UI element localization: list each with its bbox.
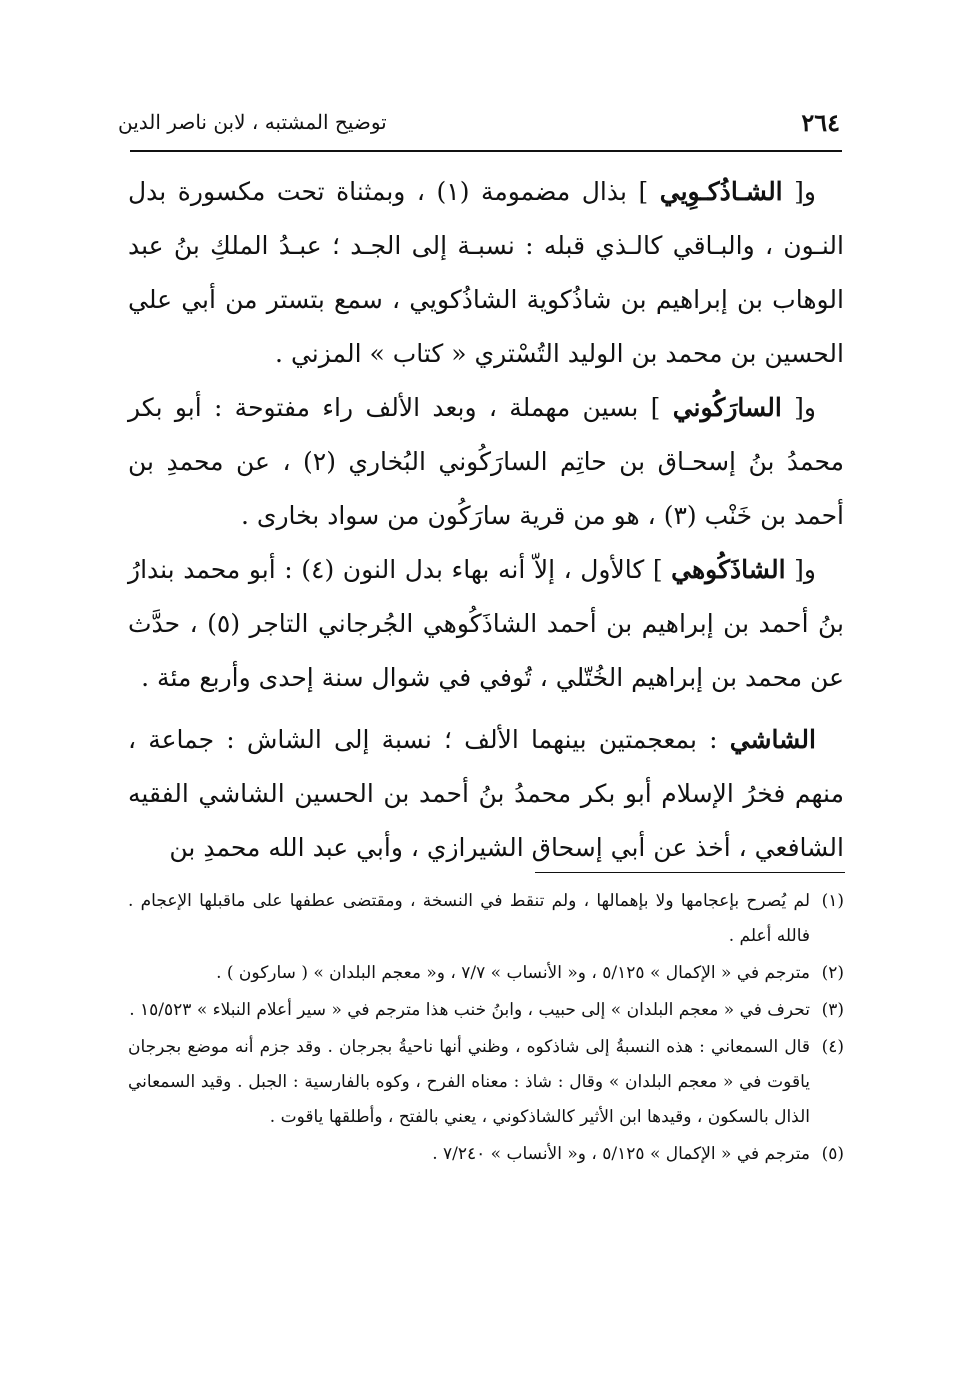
main-text [128,165,844,875]
entry-prefix: و[ [782,177,816,206]
running-title: توضيح المشتبه ، لابن ناصر الدين [118,110,387,134]
footnote-2 [128,956,844,991]
footnote-number: (١) [821,891,844,911]
entry-heading: السارَكُوني [672,393,782,422]
footnote-text: مترجم في « الإكمال » ٥/١٢٥ ، و« الأنساب » ٧/٢٤٠ . [432,1144,810,1164]
footnote-text: قال السمعاني : هذه النسبةُ إلى شاذكوه ، وظني أنها ناحيةُ بجرجان . وقد جزم أنه موضع بجرجان ياقوت في « معجم البلدان » وقال : شاذ : معناه الفرح ، وكوه بالفارسية : الجبل . وقيد السمعاني الذال بالسكون ، وقيدها ابن الأثير كالشاذكوني ، يعني بالفتح ، وأطلقها ياقوت . [128,1037,810,1127]
footnote-1 [128,884,844,954]
footnote-text: تحرف في « معجم البلدان » إلى حبيب ، وابنُ خنب هذا مترجم في « سير أعلام النبلاء » ١٥/٥٢٣ . [129,1000,810,1020]
footnote-number: (٤) [821,1037,844,1057]
entry-shashi [128,713,844,875]
entry-shadhakuhi [128,543,844,705]
header-divider [130,150,842,152]
page-header [118,100,840,144]
entry-shadhukuyi [128,165,844,381]
entry-heading: الشاذَكُوهي [671,555,786,584]
footnote-divider [535,872,845,873]
footnotes [128,884,844,1174]
entry-text: ] كالأول ، إلاّ أنه بهاء بدل النون (٤) : أبو محمد بندارُ بنُ أحمد بن إبراهيم بن أحمد الشاذَكُوهي الجُرجاني التاجر (٥) ، حدَّث عن محمد بن إبراهيم الخُتّلي ، تُوفي في شوال سنة إحدى وأربع مئة . [128,555,844,692]
entry-sarakuni [128,381,844,543]
footnote-text: لم يُصرح بإعجامها ولا بإهمالها ، ولم تنقط في النسخة ، ومقتضى عطفها على ماقبلها الإعجام . فالله أعلم . [128,891,810,946]
footnote-number: (٥) [821,1144,844,1164]
entry-prefix: و[ [781,393,816,422]
footnote-number: (٢) [821,963,844,983]
footnote-text: مترجم في « الإكمال » ٥/١٢٥ ، و« الأنساب » ٧/٧ ، و« معجم البلدان » ( ساركون ) . [216,963,810,983]
entry-prefix: و[ [785,555,816,584]
entry-text: ] بذال مضمومة (١) ، وبمثناة تحت مكسورة بدل النـون ، والبـاقي كالـذي قبله : نسبـة إلى الجـد ؛ عبـدُ الملكِ بنُ عبد الوهاب بن إبراهيم بن شاذُكوية الشاذُكويي ، سمع بتستر من أبي علي الحسين بن محمد بن الوليد التُسْتري « كتاب » المزني . [128,177,844,368]
footnote-4 [128,1030,844,1135]
page-number: ٢٦٤ [801,107,840,137]
entry-text: : بمعجمتين بينهما الألف ؛ نسبة إلى الشاش : جماعة ، منهم فخرُ الإسلام أبو بكر محمدُ بنُ أحمد بن الحسين الشاشي الفقيه الشافعي ، أخذ عن أبي إسحاق الشيرازي ، وأبي عبد الله محمدِ بن [128,725,844,862]
footnote-5 [128,1137,844,1172]
footnote-number: (٣) [821,1000,844,1020]
entry-heading: الشاشي [729,725,816,754]
entry-text: ] بسين مهملة ، وبعد الألف راء مفتوحة : أبو بكر محمدُ بنُ إسحـاق بن حاتِم السارَكُوني البُخاري (٢) ، عن محمدِ بن أحمد بن خَنْب (٣) ، هو من قرية سارَكُون من سواد بخارى . [128,393,845,530]
footnote-3 [128,993,844,1028]
entry-heading: الشـاذُكـوِيي [659,177,783,206]
